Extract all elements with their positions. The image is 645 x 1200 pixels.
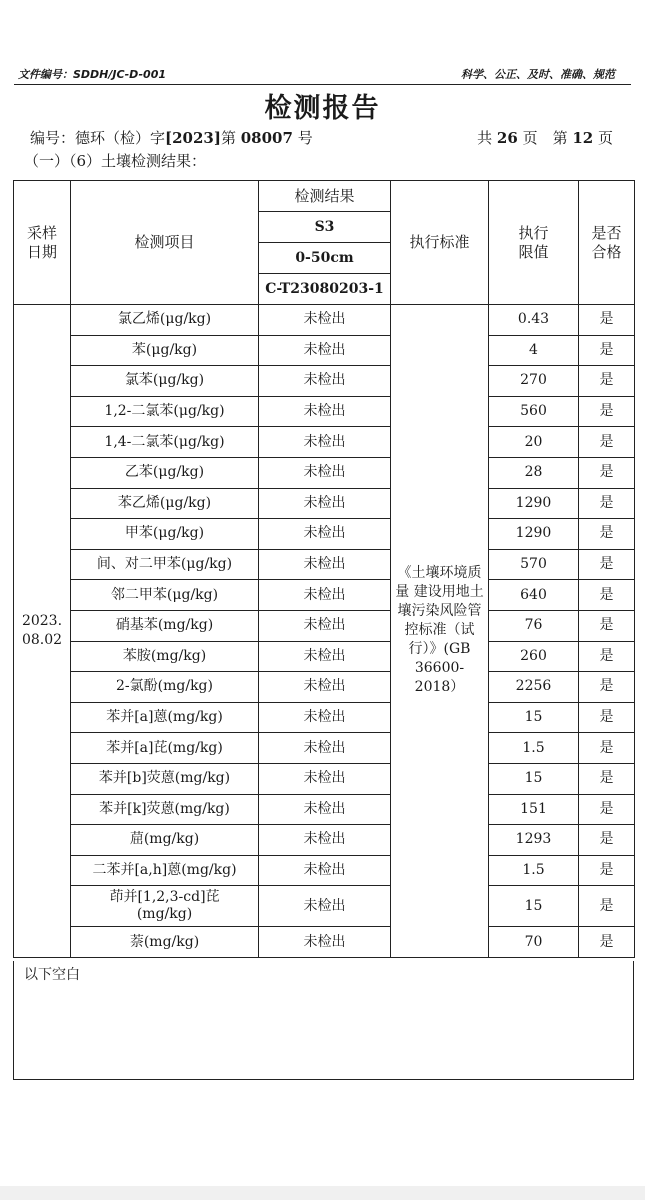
col-header-sampling-date xyxy=(14,181,71,305)
pass-cell: 是 xyxy=(579,886,635,927)
report-title: 检测报告 xyxy=(264,93,381,124)
pass-cell: 是 xyxy=(579,335,635,366)
limit-cell: 2256 xyxy=(489,672,579,703)
limit-cell: 28 xyxy=(489,457,579,488)
page-total: 26 xyxy=(496,129,518,147)
limit-cell: 1293 xyxy=(489,825,579,856)
table-row xyxy=(14,733,635,764)
result-cell: 未检出 xyxy=(259,457,391,488)
limit-cell: 570 xyxy=(489,549,579,580)
limit-cell: 1.5 xyxy=(489,855,579,886)
table-row xyxy=(14,794,635,825)
pass-cell: 是 xyxy=(579,488,635,519)
item-cell: 2-氯酚(mg/kg) xyxy=(71,672,259,703)
limit-cell: 15 xyxy=(489,763,579,794)
page-count-mid: 页 第 xyxy=(517,129,573,147)
table-row xyxy=(14,549,635,580)
item-cell: 苯并[a]蒽(mg/kg) xyxy=(71,702,259,733)
item-cell: 苯(μg/kg) xyxy=(71,335,259,366)
sampling-date: 2023.08.02 xyxy=(21,612,63,648)
item-cell: 二苯并[a,h]蒽(mg/kg) xyxy=(71,855,259,886)
section-title: （一）（6）土壤检测结果： xyxy=(24,152,207,170)
item-cell: 1,4-二氯苯(μg/kg) xyxy=(71,427,259,458)
result-cell: 未检出 xyxy=(259,488,391,519)
result-cell: 未检出 xyxy=(259,733,391,764)
result-cell: 未检出 xyxy=(259,702,391,733)
report-number-year: [2023] xyxy=(165,129,221,147)
result-cell: 未检出 xyxy=(259,927,391,958)
blank-area xyxy=(13,961,634,1080)
result-cell: 未检出 xyxy=(259,794,391,825)
item-cell: 苯并[k]荧蒽(mg/kg) xyxy=(71,794,259,825)
page-count xyxy=(477,127,613,148)
pass-cell: 是 xyxy=(579,580,635,611)
result-cell: 未检出 xyxy=(259,641,391,672)
result-cell: 未检出 xyxy=(259,335,391,366)
page-current: 12 xyxy=(572,129,594,147)
table-row xyxy=(14,519,635,550)
limit-cell: 4 xyxy=(489,335,579,366)
result-cell: 未检出 xyxy=(259,886,391,927)
result-cell: 未检出 xyxy=(259,396,391,427)
item-cell: 氯苯(μg/kg) xyxy=(71,366,259,397)
col-header-site: S3 xyxy=(259,212,391,243)
limit-cell: 270 xyxy=(489,366,579,397)
col-header-sampling-date-text: 采样日期 xyxy=(26,223,57,261)
result-cell: 未检出 xyxy=(259,610,391,641)
item-cell: 茚并[1,2,3-cd]芘(mg/kg) xyxy=(71,886,259,927)
sampling-date-cell xyxy=(14,305,71,958)
pass-cell: 是 xyxy=(579,396,635,427)
blank-note: 以下空白 xyxy=(24,967,80,983)
table-row xyxy=(14,396,635,427)
limit-cell: 1.5 xyxy=(489,733,579,764)
pass-cell: 是 xyxy=(579,366,635,397)
result-cell: 未检出 xyxy=(259,549,391,580)
table-row xyxy=(14,672,635,703)
table-row xyxy=(14,886,635,927)
result-cell: 未检出 xyxy=(259,366,391,397)
report-number-suffix: 号 xyxy=(292,129,313,147)
standard-cell: 《土壤环境质量 建设用地土壤污染风险管控标准（试行）》(GB 36600-2018） xyxy=(391,305,489,958)
report-number-value: 08007 xyxy=(240,129,293,147)
report-number xyxy=(30,127,313,148)
limit-cell: 76 xyxy=(489,610,579,641)
table-row xyxy=(14,610,635,641)
item-cell: 甲苯(μg/kg) xyxy=(71,519,259,550)
item-cell: 邻二甲苯(μg/kg) xyxy=(71,580,259,611)
result-cell: 未检出 xyxy=(259,763,391,794)
col-header-standard: 执行标准 xyxy=(391,181,489,305)
table-row xyxy=(14,641,635,672)
page-count-suffix: 页 xyxy=(593,129,613,147)
result-cell: 未检出 xyxy=(259,519,391,550)
table-row xyxy=(14,427,635,458)
results-table xyxy=(13,180,635,958)
col-header-result-group: 检测结果 xyxy=(259,181,391,212)
limit-cell: 70 xyxy=(489,927,579,958)
limit-cell: 560 xyxy=(489,396,579,427)
pass-cell: 是 xyxy=(579,763,635,794)
item-cell: 苯并[b]荧蒽(mg/kg) xyxy=(71,763,259,794)
item-cell: 苯并[a]芘(mg/kg) xyxy=(71,733,259,764)
col-header-limit-text: 执行限值 xyxy=(518,223,549,261)
result-cell: 未检出 xyxy=(259,305,391,336)
table-row xyxy=(14,927,635,958)
header-motto: 科学、公正、及时、准确、规范 xyxy=(461,68,615,81)
table-row xyxy=(14,763,635,794)
limit-cell: 640 xyxy=(489,580,579,611)
pass-cell: 是 xyxy=(579,825,635,856)
col-header-pass-text: 是否合格 xyxy=(591,223,622,261)
table-row xyxy=(14,825,635,856)
item-cell: 1,2-二氯苯(μg/kg) xyxy=(71,396,259,427)
table-row xyxy=(14,335,635,366)
limit-cell: 0.43 xyxy=(489,305,579,336)
report-number-mid: 第 xyxy=(220,129,241,147)
col-header-limit xyxy=(489,181,579,305)
col-header-depth: 0-50cm xyxy=(259,243,391,274)
item-cell: 苯乙烯(μg/kg) xyxy=(71,488,259,519)
result-cell: 未检出 xyxy=(259,672,391,703)
limit-cell: 260 xyxy=(489,641,579,672)
pass-cell: 是 xyxy=(579,855,635,886)
pass-cell: 是 xyxy=(579,457,635,488)
results-table-wrapper xyxy=(13,180,634,958)
report-number-prefix: 编号：德环（检）字 xyxy=(30,129,166,147)
limit-cell: 1290 xyxy=(489,519,579,550)
result-cell: 未检出 xyxy=(259,855,391,886)
result-cell: 未检出 xyxy=(259,580,391,611)
pass-cell: 是 xyxy=(579,794,635,825)
pass-cell: 是 xyxy=(579,702,635,733)
bottom-band xyxy=(0,1186,645,1200)
item-cell: 氯乙烯(μg/kg) xyxy=(71,305,259,336)
table-row xyxy=(14,488,635,519)
table-row xyxy=(14,457,635,488)
col-header-pass xyxy=(579,181,635,305)
table-row xyxy=(14,305,635,336)
limit-cell: 20 xyxy=(489,427,579,458)
pass-cell: 是 xyxy=(579,610,635,641)
table-row xyxy=(14,855,635,886)
pass-cell: 是 xyxy=(579,733,635,764)
col-header-item: 检测项目 xyxy=(71,181,259,305)
table-row xyxy=(14,580,635,611)
limit-cell: 151 xyxy=(489,794,579,825)
pass-cell: 是 xyxy=(579,549,635,580)
col-header-sample-id: C-T23080203-1 xyxy=(259,274,391,305)
pass-cell: 是 xyxy=(579,927,635,958)
result-cell: 未检出 xyxy=(259,825,391,856)
item-cell: 苯胺(mg/kg) xyxy=(71,641,259,672)
page-count-prefix: 共 xyxy=(477,129,497,147)
pass-cell: 是 xyxy=(579,305,635,336)
result-cell: 未检出 xyxy=(259,427,391,458)
item-cell: 萘(mg/kg) xyxy=(71,927,259,958)
limit-cell: 1290 xyxy=(489,488,579,519)
table-row xyxy=(14,702,635,733)
item-cell: 硝基苯(mg/kg) xyxy=(71,610,259,641)
pass-cell: 是 xyxy=(579,519,635,550)
file-number: 文件编号：SDDH/JC-D-001 xyxy=(18,68,167,81)
pass-cell: 是 xyxy=(579,672,635,703)
limit-cell: 15 xyxy=(489,886,579,927)
limit-cell: 15 xyxy=(489,702,579,733)
item-cell: 乙苯(μg/kg) xyxy=(71,457,259,488)
table-row xyxy=(14,366,635,397)
pass-cell: 是 xyxy=(579,427,635,458)
pass-cell: 是 xyxy=(579,641,635,672)
item-cell: 䓛(mg/kg) xyxy=(71,825,259,856)
item-cell: 间、对二甲苯(μg/kg) xyxy=(71,549,259,580)
